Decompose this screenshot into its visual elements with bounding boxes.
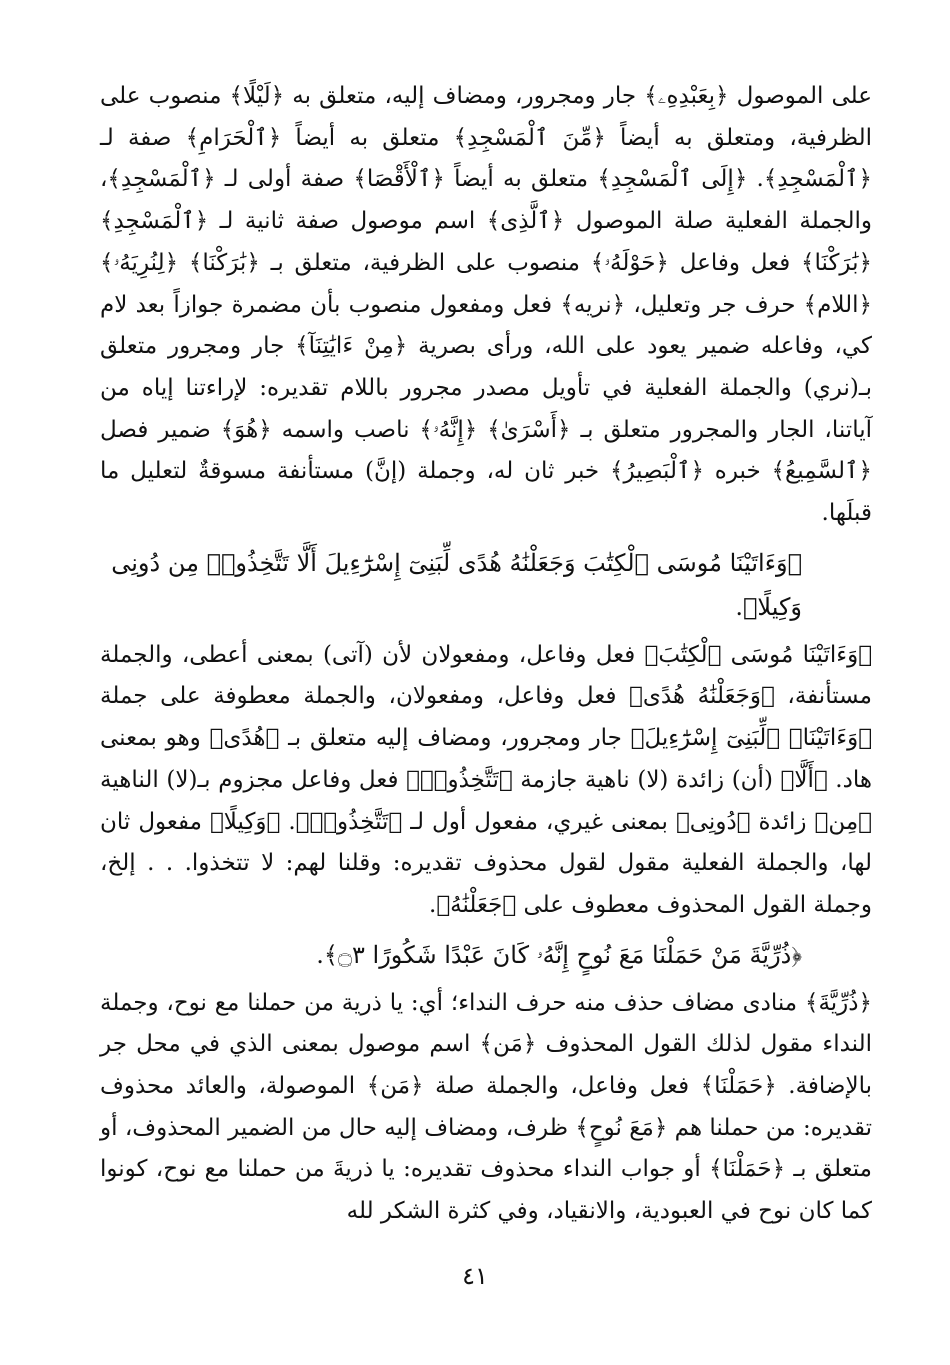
- paragraph-1: على الموصول ﴿بِعَبْدِهِۦ﴾ جار ومجرور، ومضاف إليه، متعلق به ﴿لَيْلًا﴾ منصوب على الظرفية، ومتعلق به أيضاً ﴿مِّنَ ٱلْمَسْجِدِ﴾ متعلق به أيضاً ﴿ٱلْحَرَامِ﴾ صفة لـ ﴿ٱلْمَسْجِدِ﴾. ﴿إِلَى ٱلْمَسْجِدِ﴾ متعلق به أيضاً ﴿ٱلْأَقْصَا﴾ صفة أولى لـ ﴿ٱلْمَسْجِدِ﴾، والجملة الفعلية صلة الموصول ﴿ٱلَّذِى﴾ اسم موصول صفة ثانية لـ ﴿ٱلْمَسْجِدِ﴾ ﴿بَٰرَكْنَا﴾ فعل وفاعل ﴿حَوْلَهُۥ﴾ منصوب على الظرفية، متعلق بـ ﴿بَٰرَكْنَا﴾ ﴿لِنُرِيَهُۥ﴾ ﴿اللام﴾ حرف جر وتعليل، ﴿نريه﴾ فعل ومفعول منصوب بأن مضمرة جوازاً بعد لام كي، وفاعله ضمير يعود على الله، ورأى بصرية ﴿مِنْ ءَايَٰتِنَآ﴾ جار ومجرور متعلق بـ(نري) والجملة الفعلية في تأويل مصدر مجرور باللام تقديره: لإراءتنا إياه من آياتنا، الجار والمجرور متعلق بـ ﴿أَسْرَىٰ﴾ ﴿إِنَّهُۥ﴾ ناصب واسمه ﴿هُوَ﴾ ضمير فصل ﴿ٱلسَّمِيعُ﴾ خبره ﴿ٱلْبَصِيرُ﴾ خبر ثان له، وجملة (إنَّ) مستأنفة مسوقةٌ لتعليل ما قبلَها.: [100, 83, 872, 527]
- page-number: ٤١: [462, 1262, 488, 1290]
- paragraph-3: ﴿ذُرِّيَّةَ﴾ منادى مضاف حذف منه حرف النداء؛ أي: يا ذرية من حملنا مع نوح، وجملة النداء مقول لذلك القول المحذوف ﴿مَن﴾ اسم موصول بمعنى الذي في محل جر بالإضافة. ﴿حَمَلْنَا﴾ فعل وفاعل، والجملة صلة ﴿مَن﴾ الموصولة، والعائد محذوف تقديره: من حملنا هم ﴿مَعَ نُوحٍ﴾ ظرف، ومضاف إليه حال من الضمير المحذوف، أو متعلق بـ ﴿حَمَلْنَا﴾ أو جواب النداء محذوف تقديره: يا ذريةَ من حملنا مع نوح، كونوا كما كان نوح في العبودية، والانقياد، وفي كثرة الشكر لله: [100, 989, 872, 1225]
- paragraph-2: ﴿وَءَاتَيْنَا مُوسَى ٱلْكِتَٰبَ﴾ فعل وفاعل، ومفعولان لأن (آتى) بمعنى أعطى، والجملة مستأنفة، ﴿وَجَعَلْنَٰهُ هُدًى﴾ فعل وفاعل، ومفعولان، والجملة معطوفة على جملة ﴿وَءَاتَيْنَا﴾ ﴿لِّبَنِىٓ إِسْرَٰٓءِيلَ﴾ جار ومجرور، ومضاف إليه متعلق بـ ﴿هُدًى﴾ وهو بمعنى هاد. ﴿أَلَّا﴾ (أن) زائدة (لا) ناهية جازمة ﴿تَتَّخِذُوا۟﴾ فعل وفاعل مجزوم بـ(لا) الناهية ﴿مِن﴾ زائدة ﴿دُونِى﴾ بمعنى غيري، مفعول أول لـ ﴿تَتَّخِذُوا۟﴾. ﴿وَكِيلًا﴾ مفعول ثان لها، والجملة الفعلية مقول لقول محذوف تقديره: وقلنا لهم: لا تتخذوا. . . إلخ، وجملة القول المحذوف معطوف على ﴿جَعَلْنَٰهُ﴾.: [100, 641, 872, 918]
- quran-verse-1: ﴿وَءَاتَيْنَا مُوسَى ٱلْكِتَٰبَ وَجَعَلْنَٰهُ هُدًى لِّبَنِىٓ إِسْرَٰٓءِيلَ أَلَّا تَتَّخِذُوا۟ مِن دُونِى وَكِيلًا﴾.: [111, 548, 802, 621]
- quran-verse-2: ﴿ذُرِّيَّةَ مَنْ حَمَلْنَا مَعَ نُوحٍ إِنَّهُۥ كَانَ عَبْدًا شَكُورًا ۝٣﴾.: [316, 940, 802, 969]
- page-body: [100, 76, 872, 1233]
